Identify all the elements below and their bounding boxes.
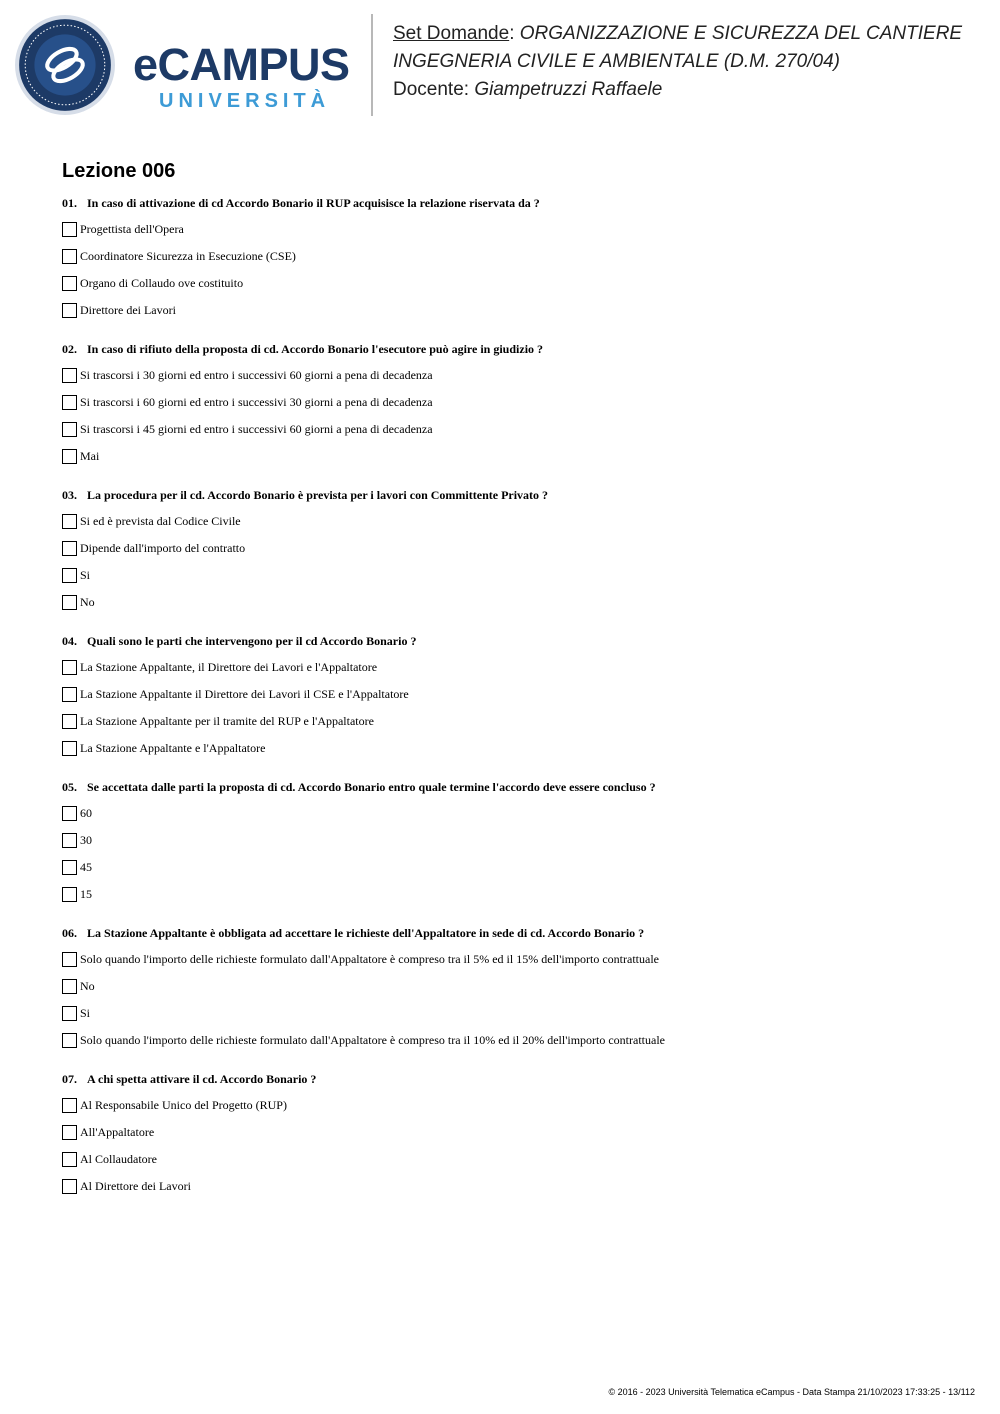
answer-checkbox[interactable] bbox=[62, 1179, 77, 1194]
answer-checkbox[interactable] bbox=[62, 1006, 77, 1021]
answer-option[interactable] bbox=[62, 1173, 962, 1200]
answer-label: Si bbox=[80, 1006, 91, 1020]
answer-option[interactable] bbox=[62, 1092, 962, 1119]
question-2 bbox=[62, 339, 962, 470]
question-text bbox=[62, 777, 962, 798]
answer-option[interactable] bbox=[62, 854, 962, 881]
question-1 bbox=[62, 193, 962, 324]
answer-checkbox[interactable] bbox=[62, 568, 77, 583]
answer-checkbox[interactable] bbox=[62, 222, 77, 237]
answer-label: Si trascorsi i 45 giorni ed entro i successivi 60 giorni a pena di decadenza bbox=[80, 422, 433, 436]
answer-option[interactable] bbox=[62, 1146, 962, 1173]
answer-option[interactable] bbox=[62, 243, 962, 270]
question-number: 04. bbox=[62, 634, 77, 648]
question-number: 06. bbox=[62, 926, 77, 940]
answer-checkbox[interactable] bbox=[62, 395, 77, 410]
question-label: La procedura per il cd. Accordo Bonario è prevista per i lavori con Committente Privato ? bbox=[87, 488, 549, 502]
header-set-line: Set Domande: ORGANIZZAZIONE E SICUREZZA DEL CANTIERE bbox=[393, 23, 963, 44]
answer-checkbox[interactable] bbox=[62, 422, 77, 437]
answer-checkbox[interactable] bbox=[62, 660, 77, 675]
header-teacher-line: Docente: Giampetruzzi Raffaele bbox=[393, 79, 663, 100]
question-label: Quali sono le parti che intervengono per il cd Accordo Bonario ? bbox=[87, 634, 417, 648]
answer-label: No bbox=[80, 595, 95, 609]
answer-checkbox[interactable] bbox=[62, 1033, 77, 1048]
question-text bbox=[62, 485, 962, 506]
question-label: Se accettata dalle parti la proposta di cd. Accordo Bonario entro quale termine l'accordo deve essere concluso ? bbox=[87, 780, 656, 794]
answer-option[interactable] bbox=[62, 270, 962, 297]
question-text bbox=[62, 1069, 962, 1090]
answer-label: La Stazione Appaltante per il tramite del RUP e l'Appaltatore bbox=[80, 714, 374, 728]
answer-checkbox[interactable] bbox=[62, 741, 77, 756]
answer-checkbox[interactable] bbox=[62, 860, 77, 875]
answer-checkbox[interactable] bbox=[62, 303, 77, 318]
teacher-name: Giampetruzzi Raffaele bbox=[474, 79, 663, 100]
answer-label: La Stazione Appaltante il Direttore dei Lavori il CSE e l'Appaltatore bbox=[80, 687, 409, 701]
answer-label: Solo quando l'importo delle richieste formulato dall'Appaltatore è compreso tra il 10% ed il 20% dell'importo contrattuale bbox=[80, 1033, 665, 1047]
answer-option[interactable] bbox=[62, 881, 962, 908]
question-5 bbox=[62, 777, 962, 908]
question-text bbox=[62, 193, 962, 214]
brand-name: eCAMPUS bbox=[133, 39, 350, 90]
answer-checkbox[interactable] bbox=[62, 887, 77, 902]
question-6 bbox=[62, 923, 962, 1054]
course-line-2: INGEGNERIA CIVILE E AMBIENTALE (D.M. 270/04) bbox=[393, 51, 840, 72]
answer-checkbox[interactable] bbox=[62, 979, 77, 994]
answer-checkbox[interactable] bbox=[62, 449, 77, 464]
answer-label: All'Appaltatore bbox=[80, 1125, 155, 1139]
set-label: Set Domande bbox=[393, 23, 510, 44]
answer-option[interactable] bbox=[62, 416, 962, 443]
answer-option[interactable] bbox=[62, 535, 962, 562]
answer-option[interactable] bbox=[62, 735, 962, 762]
answer-option[interactable] bbox=[62, 589, 962, 616]
question-text bbox=[62, 631, 962, 652]
answer-label: Solo quando l'importo delle richieste formulato dall'Appaltatore è compreso tra il 5% ed il 15% dell'importo contrattuale bbox=[80, 952, 659, 966]
answer-option[interactable] bbox=[62, 1027, 962, 1054]
question-label: A chi spetta attivare il cd. Accordo Bonario ? bbox=[87, 1072, 317, 1086]
answer-option[interactable] bbox=[62, 362, 962, 389]
answer-option[interactable] bbox=[62, 681, 962, 708]
course-line-1: ORGANIZZAZIONE E SICUREZZA DEL CANTIERE bbox=[519, 23, 963, 44]
header-info bbox=[393, 20, 962, 104]
answer-label: Mai bbox=[80, 449, 100, 463]
answer-option[interactable] bbox=[62, 708, 962, 735]
question-text bbox=[62, 923, 962, 944]
answer-option[interactable] bbox=[62, 297, 962, 324]
answer-label: Si bbox=[80, 568, 91, 582]
answer-checkbox[interactable] bbox=[62, 714, 77, 729]
header-divider bbox=[371, 14, 373, 116]
page-footer: © 2016 - 2023 Università Telematica eCampus - Data Stampa 21/10/2023 17:33:25 - 13/112 bbox=[608, 1387, 975, 1397]
answer-label: Direttore dei Lavori bbox=[80, 303, 176, 317]
answer-checkbox[interactable] bbox=[62, 687, 77, 702]
question-number: 03. bbox=[62, 488, 77, 502]
answer-option[interactable] bbox=[62, 654, 962, 681]
answer-checkbox[interactable] bbox=[62, 833, 77, 848]
answer-checkbox[interactable] bbox=[62, 368, 77, 383]
answer-label: No bbox=[80, 979, 95, 993]
answer-label: Progettista dell'Opera bbox=[80, 222, 184, 236]
university-seal-logo bbox=[14, 14, 116, 116]
answer-option[interactable] bbox=[62, 1119, 962, 1146]
answer-option[interactable] bbox=[62, 562, 962, 589]
answer-checkbox[interactable] bbox=[62, 249, 77, 264]
answer-label: 60 bbox=[80, 806, 92, 820]
question-7 bbox=[62, 1069, 962, 1200]
question-number: 05. bbox=[62, 780, 77, 794]
answer-label: La Stazione Appaltante, il Direttore dei Lavori e l'Appaltatore bbox=[80, 660, 378, 674]
answer-checkbox[interactable] bbox=[62, 1098, 77, 1113]
question-label: La Stazione Appaltante è obbligata ad accettare le richieste dell'Appaltatore in sede di cd. Accordo Bonario ? bbox=[87, 926, 645, 940]
answer-label: 30 bbox=[80, 833, 92, 847]
answer-label: Al Direttore dei Lavori bbox=[80, 1179, 191, 1193]
answer-checkbox[interactable] bbox=[62, 276, 77, 291]
answer-checkbox[interactable] bbox=[62, 514, 77, 529]
answer-label: Dipende dall'importo del contratto bbox=[80, 541, 246, 555]
answer-option[interactable] bbox=[62, 946, 962, 973]
answer-checkbox[interactable] bbox=[62, 541, 77, 556]
question-4 bbox=[62, 631, 962, 762]
question-list bbox=[62, 193, 962, 1215]
answer-label: Al Responsabile Unico del Progetto (RUP) bbox=[80, 1098, 287, 1112]
question-text bbox=[62, 339, 962, 360]
answer-option[interactable] bbox=[62, 216, 962, 243]
answer-label: Si trascorsi i 60 giorni ed entro i successivi 30 giorni a pena di decadenza bbox=[80, 395, 433, 409]
answer-label: Si trascorsi i 30 giorni ed entro i successivi 60 giorni a pena di decadenza bbox=[80, 368, 433, 382]
teacher-label: Docente bbox=[393, 79, 464, 100]
answer-label: 45 bbox=[80, 860, 92, 874]
lesson-title: Lezione 006 bbox=[62, 160, 176, 182]
answer-checkbox[interactable] bbox=[62, 1125, 77, 1140]
answer-label: 15 bbox=[80, 887, 92, 901]
answer-label: Si ed è prevista dal Codice Civile bbox=[80, 514, 241, 528]
answer-option[interactable] bbox=[62, 800, 962, 827]
answer-checkbox[interactable] bbox=[62, 1152, 77, 1167]
answer-checkbox[interactable] bbox=[62, 806, 77, 821]
answer-label: Al Collaudatore bbox=[80, 1152, 157, 1166]
answer-option[interactable] bbox=[62, 443, 962, 470]
question-3 bbox=[62, 485, 962, 616]
question-label: In caso di attivazione di cd Accordo Bonario il RUP acquisisce la relazione riservata da ? bbox=[87, 196, 540, 210]
brand-logo bbox=[133, 40, 358, 112]
answer-checkbox[interactable] bbox=[62, 952, 77, 967]
answer-option[interactable] bbox=[62, 973, 962, 1000]
question-label: In caso di rifiuto della proposta di cd. Accordo Bonario l'esecutore può agire in giudizio ? bbox=[87, 342, 544, 356]
question-number: 02. bbox=[62, 342, 77, 356]
question-number: 01. bbox=[62, 196, 77, 210]
answer-checkbox[interactable] bbox=[62, 595, 77, 610]
brand-subtitle: UNIVERSITÀ bbox=[159, 90, 331, 112]
answer-option[interactable] bbox=[62, 389, 962, 416]
question-number: 07. bbox=[62, 1072, 77, 1086]
answer-option[interactable] bbox=[62, 1000, 962, 1027]
answer-option[interactable] bbox=[62, 827, 962, 854]
answer-label: Coordinatore Sicurezza in Esecuzione (CSE) bbox=[80, 249, 296, 263]
answer-label: Organo di Collaudo ove costituito bbox=[80, 276, 244, 290]
answer-label: La Stazione Appaltante e l'Appaltatore bbox=[80, 741, 266, 755]
header-course-line bbox=[393, 48, 962, 76]
answer-option[interactable] bbox=[62, 508, 962, 535]
